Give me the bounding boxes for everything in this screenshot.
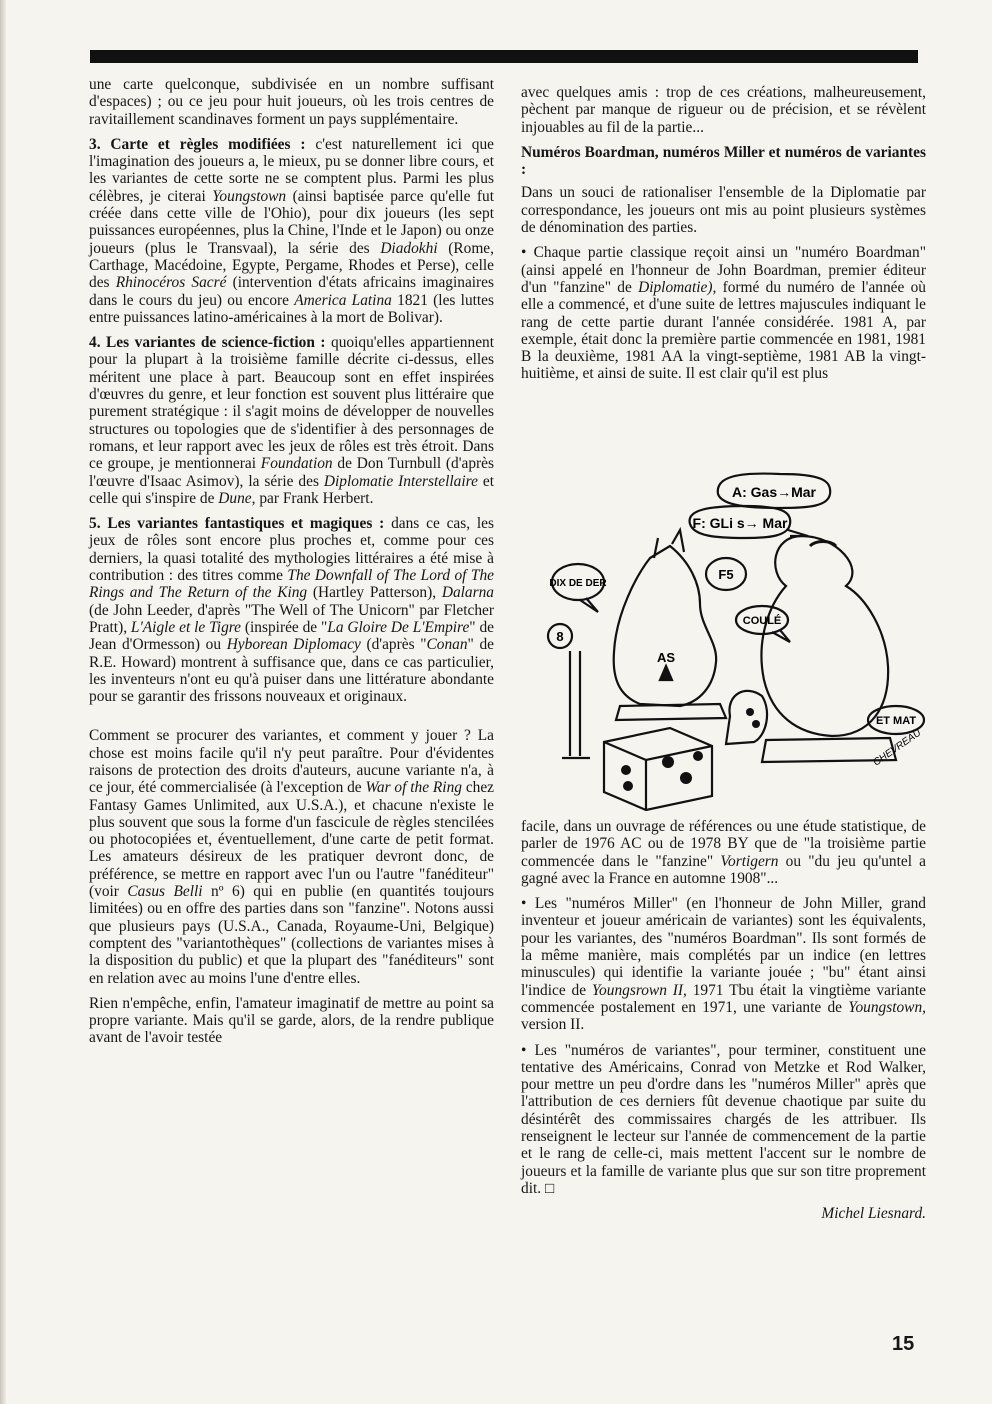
paragraph-rien: Rien n'empêche, enfin, l'amateur imaginatif de mettre au point sa propre variante. Mais qu'il se garde, alors, de la rendre publique avant de l'avoir testée — [89, 994, 494, 1047]
paragraph-comment: Comment se procurer des variantes, et comment y jouer ? La chose est moins facile qu'il n'y peut paraître. Pour d'évidentes raisons de protection des droits d'auteurs, aucune variante n'a, à ce jour, été commercialisée (à l'exception de War of the Ring chez Fantasy Games Unlimited, aux U.S.A.), et chacune n'existe le plus souvent que sous la forme d'un fascicule de règles stencilées ou photocopiées et, éventuellement, d'une carte de petit format. Les amateurs désireux de les pratiquer devront donc, de préférence, se mettre en rapport avec l'un ou l'autre "fanéditeur" (voir Casus Belli nº 6) qui en publie (en quantités toujours limitées) ou en offre des parties dans son "fanzine". Notons aussi que plusieurs pays (U.S.A., Canada, Royaume-Uni, Belgique) comptent des "variantothèques" (collections de variantes mises à la disposition du public) et que la plupart des "fanéditeurs" sont en relation avec au moins l'une d'entre elles. — [89, 727, 495, 987]
section-3: 3. Carte et règles modifiées : c'est naturellement ici que l'imagination des joueurs a, le mieux, pu se donner libre cours, et les variantes de cette sorte ne se comptent plus. Parmi les plus célèbres, je citerai Youngstown (ainsi baptisée parce qu'elle fut créée dans cette ville de l'Ohio), pour dix joueurs (les sept puissances européennes, plus la Chine, l'Inde et le Japon) ou onze joueurs (plus le Transvaal), la série des Diadokhi (Rome, Carthage, Macédoine, Egypte, Pergame, Rhodes et Perse), celle des Rhinocéros Sacré (intervention d'états africains imaginaires dans le cours du jeu) ou encore America Latina 1821 (les luttes entre puissances latino-américaines à la mort de Bolivar). — [89, 135, 495, 326]
section-4: 4. Les variantes de science-fiction : quoiqu'elles appartiennent pour la plupart à la troisième famille décrite ci-dessus, elles méritent une place à part. Beaucoup sont en effet inspirées d'œuvres du genre, et leur fonction est souvent plus littéraire que purement stratégique : il s'agit moins de développer de nouvelles structures ou topologies que de s'identifier à des personnages de romans, et leur rapport avec les jeux de rôles est très étroit. Dans ce groupe, je mentionnerai Foundation de Don Turnbull (d'après l'œuvre d'Isaac Asimov), la série des Diplomatie Interstellaire et celle qui s'inspire de Dune, par Frank Herbert. — [89, 334, 494, 507]
paragraph-facile: facile, dans un ouvrage de références ou une étude statistique, de parler de 1976 AC ou de 1978 BY que de "la troisième partie commencée dans le "fanzine" Vortigern ou "du jeu qu'untel a gagné avec la France en automne 1908"... — [521, 818, 926, 887]
bullet-miller: • Les "numéros Miller" (en l'honneur de John Miller, grand inventeur et joueur américain de variantes) sont les équivalents, pour les variantes, des "numéros Boardman". Ils sont formés de la même manière, mais complétés par un indice (en lettres minuscules) qui identifie la variante jouée ; "bu" étant ainsi l'indice de Youngsrown II, 1971 Tbu était la vingtième variante commencée postalement en 1971, une variante de Youngstown, version II. — [521, 895, 926, 1034]
knight-horse-figure — [614, 546, 716, 706]
bubble-second-text: F: GLi s→ Mar — [692, 515, 788, 531]
page-number: 15 — [892, 1333, 915, 1355]
dice-figure — [604, 728, 712, 810]
bullet-boardman: • Chaque partie classique reçoit ainsi un "numéro Boardman" (ainsi appelé en l'honneur de John Boardman, premier éditeur d'un "fanzine" de Diplomatie), formé du numéro de l'année où elle a commencé, et d'une suite de lettres majuscules indiquant le rang de cette partie durant l'année considérée. 1981 A, par exemple, était donc la première partie commencée en 1981, 1981 B la deuxième, 1981 AA la vingt-septième, 1981 AB la vingt-huitième, et ainsi de suite. Il est clair qu'il est plus — [521, 244, 926, 383]
top-rule-bar — [90, 50, 918, 63]
section-heading-numeros: Numéros Boardman, numéros Miller et numéros de variantes : — [521, 143, 926, 179]
right-column-lower — [521, 818, 926, 1231]
horse-label: AS — [656, 650, 676, 665]
author-signature: Michel Liesnard. — [821, 1205, 926, 1223]
bubble-dixde-text: DIX DE DER — [549, 578, 607, 589]
section-4-title: 4. Les variantes de science-fiction : — [89, 334, 326, 352]
ball-label: 8 — [556, 629, 564, 644]
section-3-title: 3. Carte et règles modifiées : — [89, 135, 306, 153]
paragraph-intro: une carte quelconque, subdivisée en un nombre suffisant d'espaces) ; ou ce jeu pour huit joueurs, où les trois centres de ravitaillement scandinaves forment un pays supplémentaire. — [89, 76, 494, 128]
right-column — [521, 84, 926, 391]
bubble-f5-text: F5 — [718, 567, 734, 582]
section-5: 5. Les variantes fantastiques et magiques : dans ce cas, les jeux de rôles sont encore plus proches et, comme pour ces derniers, la quasi totalité des mythologies littéraires a été mise à contribution : des titres comme The Downfall of The Lord of The Rings and The Return of the King (Hartley Patterson), Dalarna (de John Leeder, d'après "The Well of The Unicorn" par Fletcher Pratt), L'Aigle et le Tigre (inspirée de "La Gloire De L'Empire" de Jean d'Ormesson) ou Hyborean Diplomacy (d'après "Conan" de R.E. Howard) montrent à suffisance que, dans ce cas particulier, les inventeurs n'ont eu qu'à puiser dans une littérature abondante pour se garantir des frissons nouveaux et originaux. — [89, 515, 494, 706]
bubble-top-text: A: Gas→Mar — [731, 484, 817, 500]
bullet-variantes: • Les "numéros de variantes", pour terminer, constituent une tentative des Américains, Conrad von Metzke et Rod Walker, pour mettre un peu d'ordre dans les "numéros Miller" après que l'attribution de ces derniers fût devenue chaotique par suite du désintérêt des commissaires chargés de les attribuer. Ils renseignent le lecteur sur l'année de commencement de la partie et le rang de celle-ci, mais mettent l'accent sur le nombre de joueurs et la famille de variante plus que sur son titre proprement dit. □ — [521, 1041, 926, 1197]
bubble-etmat-text: ET MAT — [875, 715, 917, 727]
paragraph-dans: Dans un souci de rationaliser l'ensemble de la Diplomatie par correspondance, les joueurs ont mis au point plusieurs systèmes de dénomination des parties. — [521, 184, 926, 237]
cartoon-illustration — [540, 466, 930, 811]
artist-signature: CHEVREAU — [871, 727, 924, 769]
bubble-coule-text: COULÉ — [742, 615, 782, 627]
left-column — [89, 76, 494, 1055]
section-5-title: 5. Les variantes fantastiques et magiques : — [89, 515, 385, 533]
page-binding-edge — [0, 0, 6, 1404]
paragraph-continuation: avec quelques amis : trop de ces créations, malheureusement, pèchent par manque de rigueur ou de précision, et se révèlent injouables au fil de la partie... — [521, 84, 926, 136]
